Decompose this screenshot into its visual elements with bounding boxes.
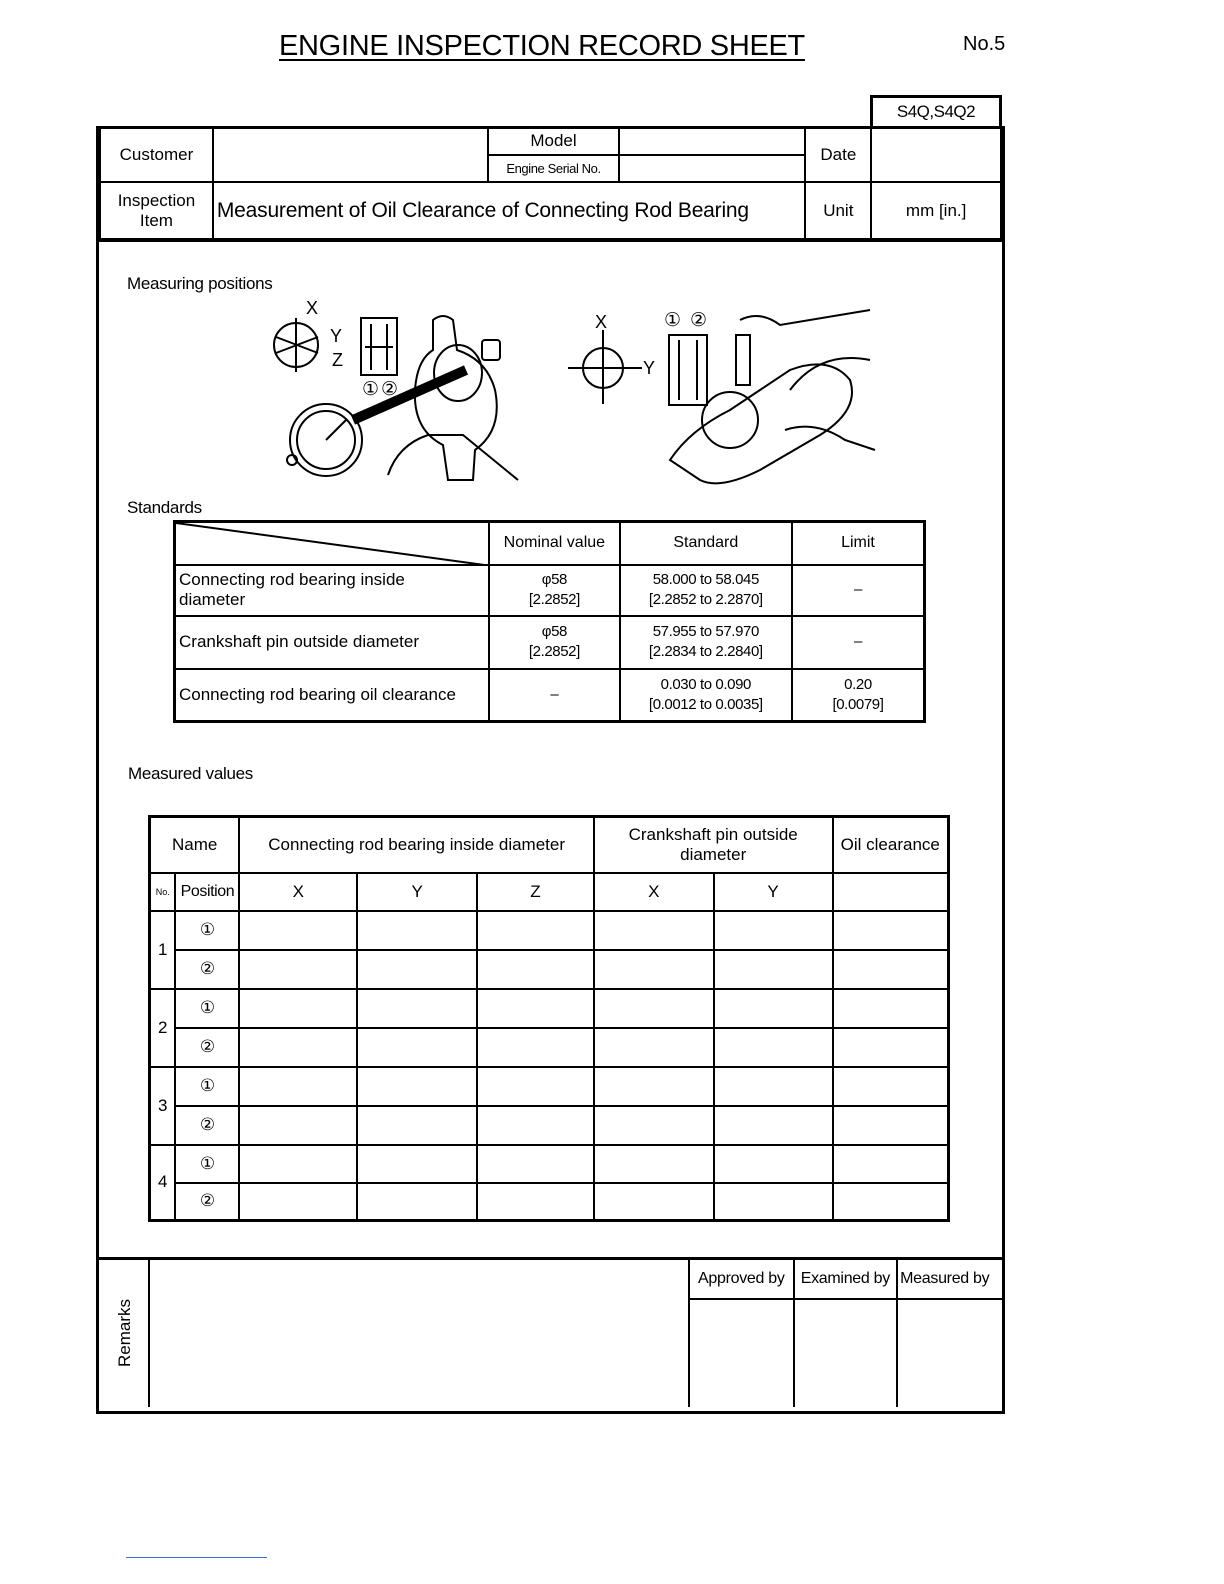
item-cell bbox=[175, 616, 490, 669]
value-cell[interactable] bbox=[477, 989, 594, 1028]
examined-by-label: Examined by bbox=[794, 1259, 898, 1299]
rod-bolt bbox=[482, 340, 500, 360]
standard-cell bbox=[620, 616, 792, 669]
item-line1: Connecting rod bearing oil clearance bbox=[179, 684, 456, 704]
info-header-table bbox=[99, 126, 1002, 240]
footer-rule bbox=[126, 1557, 267, 1558]
nominal-cell bbox=[489, 669, 620, 722]
value-cell[interactable] bbox=[239, 1183, 357, 1221]
value-cell[interactable] bbox=[357, 1028, 477, 1067]
block-outline bbox=[388, 435, 518, 480]
value-cell[interactable] bbox=[357, 950, 477, 989]
standard-line1: 0.030 to 0.090 bbox=[660, 675, 751, 693]
measured-by-label: Measured by bbox=[897, 1259, 1002, 1299]
value-cell[interactable] bbox=[357, 1106, 477, 1145]
value-cell[interactable] bbox=[594, 950, 714, 989]
value-cell[interactable] bbox=[833, 1145, 949, 1183]
fig2-label-pos2: ② bbox=[690, 309, 708, 331]
value-cell[interactable] bbox=[714, 911, 833, 950]
value-cell[interactable] bbox=[357, 1067, 477, 1106]
fig1-label-pos1: ① bbox=[362, 378, 380, 400]
unit-label: Unit bbox=[805, 182, 871, 239]
cylinder-number: 1 bbox=[150, 911, 176, 989]
hand-upper bbox=[740, 310, 870, 325]
value-cell[interactable] bbox=[357, 1145, 477, 1183]
limit-cell bbox=[792, 616, 925, 669]
nominal-header: Nominal value bbox=[489, 522, 620, 565]
value-cell[interactable] bbox=[239, 1106, 357, 1145]
pin-header-line1: Crankshaft pin outside bbox=[628, 824, 798, 844]
position-cell: ① bbox=[175, 1067, 239, 1106]
fig2-label-y: Y bbox=[643, 358, 656, 378]
standards-corner bbox=[175, 522, 490, 565]
standard-cell bbox=[620, 565, 792, 616]
fig2-label-x: X bbox=[595, 312, 608, 332]
sheet-number: No.5 bbox=[963, 33, 1006, 55]
date-label: Date bbox=[805, 127, 871, 182]
value-cell[interactable] bbox=[714, 1183, 833, 1221]
value-cell[interactable] bbox=[594, 911, 714, 950]
customer-label: Customer bbox=[100, 127, 213, 182]
measured-by-signature[interactable] bbox=[897, 1299, 1002, 1407]
value-cell[interactable] bbox=[714, 989, 833, 1028]
standards-row bbox=[175, 565, 925, 616]
value-cell[interactable] bbox=[714, 1067, 833, 1106]
inspection-label-line1: Inspection bbox=[117, 190, 196, 210]
value-cell[interactable] bbox=[594, 1145, 714, 1183]
value-cell[interactable] bbox=[477, 1067, 594, 1106]
axis-header: Y bbox=[357, 873, 477, 911]
axis-header: Z bbox=[477, 873, 594, 911]
value-cell[interactable] bbox=[239, 1145, 357, 1183]
value-cell[interactable] bbox=[714, 1145, 833, 1183]
limit-line1: 0.20 bbox=[844, 675, 872, 693]
value-cell[interactable] bbox=[477, 1106, 594, 1145]
value-cell[interactable] bbox=[357, 911, 477, 950]
position-cell: ② bbox=[175, 950, 239, 989]
value-cell[interactable] bbox=[594, 1067, 714, 1106]
value-cell[interactable] bbox=[477, 911, 594, 950]
value-cell[interactable] bbox=[714, 1106, 833, 1145]
value-cell[interactable] bbox=[239, 1028, 357, 1067]
standards-label: Standards bbox=[127, 498, 202, 517]
item-cell bbox=[175, 565, 490, 616]
nominal-cell bbox=[489, 616, 620, 669]
standard-header: Standard bbox=[620, 522, 792, 565]
cylinder-number: 3 bbox=[150, 1067, 176, 1145]
nominal-line1: φ58 bbox=[541, 623, 567, 640]
item-cell bbox=[175, 669, 490, 722]
limit-cell bbox=[792, 669, 925, 722]
value-cell[interactable] bbox=[833, 989, 949, 1028]
table-row bbox=[150, 1183, 949, 1221]
engine-model-box: S4Q,S4Q2 bbox=[870, 95, 1002, 129]
remarks-field[interactable] bbox=[150, 1259, 687, 1407]
inspection-item: Measurement of Oil Clearance of Connecting Rod Bearing bbox=[213, 182, 805, 239]
limit-cell bbox=[792, 565, 925, 616]
fig1-label-z: Z bbox=[332, 350, 343, 370]
approved-by-signature[interactable] bbox=[689, 1299, 794, 1407]
approved-by-label: Approved by bbox=[689, 1259, 794, 1299]
fig2-label-pos1: ① bbox=[664, 309, 682, 331]
value-cell[interactable] bbox=[833, 911, 949, 950]
value-cell[interactable] bbox=[239, 1067, 357, 1106]
oil-clearance-header: Oil clearance bbox=[833, 817, 949, 873]
standard-line1: 57.955 to 57.970 bbox=[652, 623, 759, 640]
position-cell: ① bbox=[175, 989, 239, 1028]
fig1-label-pos2: ② bbox=[381, 378, 399, 400]
serial-label: Engine Serial No. bbox=[488, 155, 619, 182]
table-row bbox=[150, 1067, 949, 1106]
micrometer bbox=[736, 335, 750, 385]
header-divider bbox=[99, 239, 1002, 242]
table-row bbox=[150, 950, 949, 989]
table-row bbox=[150, 1028, 949, 1067]
position-cell: ① bbox=[175, 1145, 239, 1183]
nominal-line1: – bbox=[550, 685, 559, 703]
standard-cell bbox=[620, 669, 792, 722]
value-cell[interactable] bbox=[594, 1028, 714, 1067]
remarks-label-wrap bbox=[101, 1259, 148, 1407]
value-cell[interactable] bbox=[477, 950, 594, 989]
fig1-label-y: Y bbox=[330, 326, 343, 346]
axis-header: X bbox=[594, 873, 714, 911]
pin-header-line2: diameter bbox=[680, 844, 747, 864]
con-rod-illustration bbox=[268, 300, 548, 485]
dial-needle bbox=[326, 420, 346, 440]
standards-row bbox=[175, 669, 925, 722]
value-cell[interactable] bbox=[477, 1145, 594, 1183]
item-line1: Connecting rod bearing inside bbox=[179, 570, 405, 589]
table-row bbox=[150, 1106, 949, 1145]
limit-line2: [0.0079] bbox=[832, 695, 884, 713]
position-cell: ② bbox=[175, 1183, 239, 1221]
standard-line2: [2.2852 to 2.2870] bbox=[648, 591, 763, 608]
customer-field[interactable] bbox=[213, 127, 488, 182]
value-cell[interactable] bbox=[477, 1183, 594, 1221]
limit-line1: – bbox=[854, 581, 862, 598]
inspection-label bbox=[100, 182, 213, 239]
bearing-diameter-header: Connecting rod bearing inside diameter bbox=[239, 817, 593, 873]
position-header: Position bbox=[175, 873, 239, 911]
item-line1: Crankshaft pin outside diameter bbox=[179, 632, 420, 651]
axis-header: X bbox=[239, 873, 357, 911]
limit-header: Limit bbox=[792, 522, 925, 565]
position-cell: ① bbox=[175, 911, 239, 950]
oil-axis-header bbox=[833, 873, 949, 911]
unit-value: mm [in.] bbox=[871, 182, 1001, 239]
value-cell[interactable] bbox=[357, 989, 477, 1028]
signature-table bbox=[688, 1259, 1002, 1407]
table-row bbox=[150, 911, 949, 950]
value-cell[interactable] bbox=[833, 1028, 949, 1067]
measured-values-table bbox=[148, 815, 950, 1222]
table-row bbox=[150, 1145, 949, 1183]
standard-line2: [0.0012 to 0.0035] bbox=[648, 695, 763, 713]
value-cell[interactable] bbox=[239, 950, 357, 989]
fig1-label-x: X bbox=[306, 300, 319, 318]
pin-side-view bbox=[669, 335, 707, 405]
value-cell[interactable] bbox=[833, 1067, 949, 1106]
value-cell[interactable] bbox=[594, 1106, 714, 1145]
standard-line2: [2.2834 to 2.2840] bbox=[648, 643, 763, 660]
limit-line1: – bbox=[854, 633, 862, 650]
arm-sleeve bbox=[790, 358, 870, 390]
measured-values-label: Measured values bbox=[128, 764, 253, 783]
standard-line1: 58.000 to 58.045 bbox=[652, 571, 759, 588]
model-field[interactable] bbox=[619, 127, 805, 155]
standards-table bbox=[173, 520, 926, 723]
cylinder-number: 2 bbox=[150, 989, 176, 1067]
pin-diameter-header bbox=[594, 817, 833, 873]
value-cell[interactable] bbox=[239, 911, 357, 950]
page-title: ENGINE INSPECTION RECORD SHEET bbox=[279, 30, 805, 62]
value-cell[interactable] bbox=[833, 1183, 949, 1221]
nominal-line2: [2.2852] bbox=[528, 643, 580, 660]
value-cell[interactable] bbox=[714, 950, 833, 989]
position-cell: ② bbox=[175, 1028, 239, 1067]
name-header: Name bbox=[150, 817, 240, 873]
table-row bbox=[150, 989, 949, 1028]
position-cell: ② bbox=[175, 1106, 239, 1145]
nominal-cell bbox=[489, 565, 620, 616]
cylinder-number: 4 bbox=[150, 1145, 176, 1221]
no-header: No. bbox=[150, 873, 176, 911]
value-cell[interactable] bbox=[357, 1183, 477, 1221]
nominal-line2: [2.2852] bbox=[528, 591, 580, 608]
standards-row bbox=[175, 616, 925, 669]
value-cell[interactable] bbox=[594, 989, 714, 1028]
inspection-label-line2: Item bbox=[139, 210, 173, 230]
remarks-label: Remarks bbox=[114, 1298, 134, 1368]
date-field[interactable] bbox=[871, 127, 1001, 182]
model-label: Model bbox=[488, 127, 619, 155]
value-cell[interactable] bbox=[477, 1028, 594, 1067]
diagonal-line bbox=[176, 523, 492, 566]
crankshaft-illustration bbox=[560, 300, 880, 490]
nominal-line1: φ58 bbox=[541, 571, 567, 588]
value-cell[interactable] bbox=[239, 989, 357, 1028]
axis-header: Y bbox=[714, 873, 833, 911]
value-cell[interactable] bbox=[594, 1183, 714, 1221]
examined-by-signature[interactable] bbox=[794, 1299, 898, 1407]
item-line2: diameter bbox=[179, 590, 246, 609]
value-cell[interactable] bbox=[714, 1028, 833, 1067]
value-cell[interactable] bbox=[833, 950, 949, 989]
measuring-positions-label: Measuring positions bbox=[127, 274, 273, 293]
value-cell[interactable] bbox=[833, 1106, 949, 1145]
serial-field[interactable] bbox=[619, 155, 805, 182]
